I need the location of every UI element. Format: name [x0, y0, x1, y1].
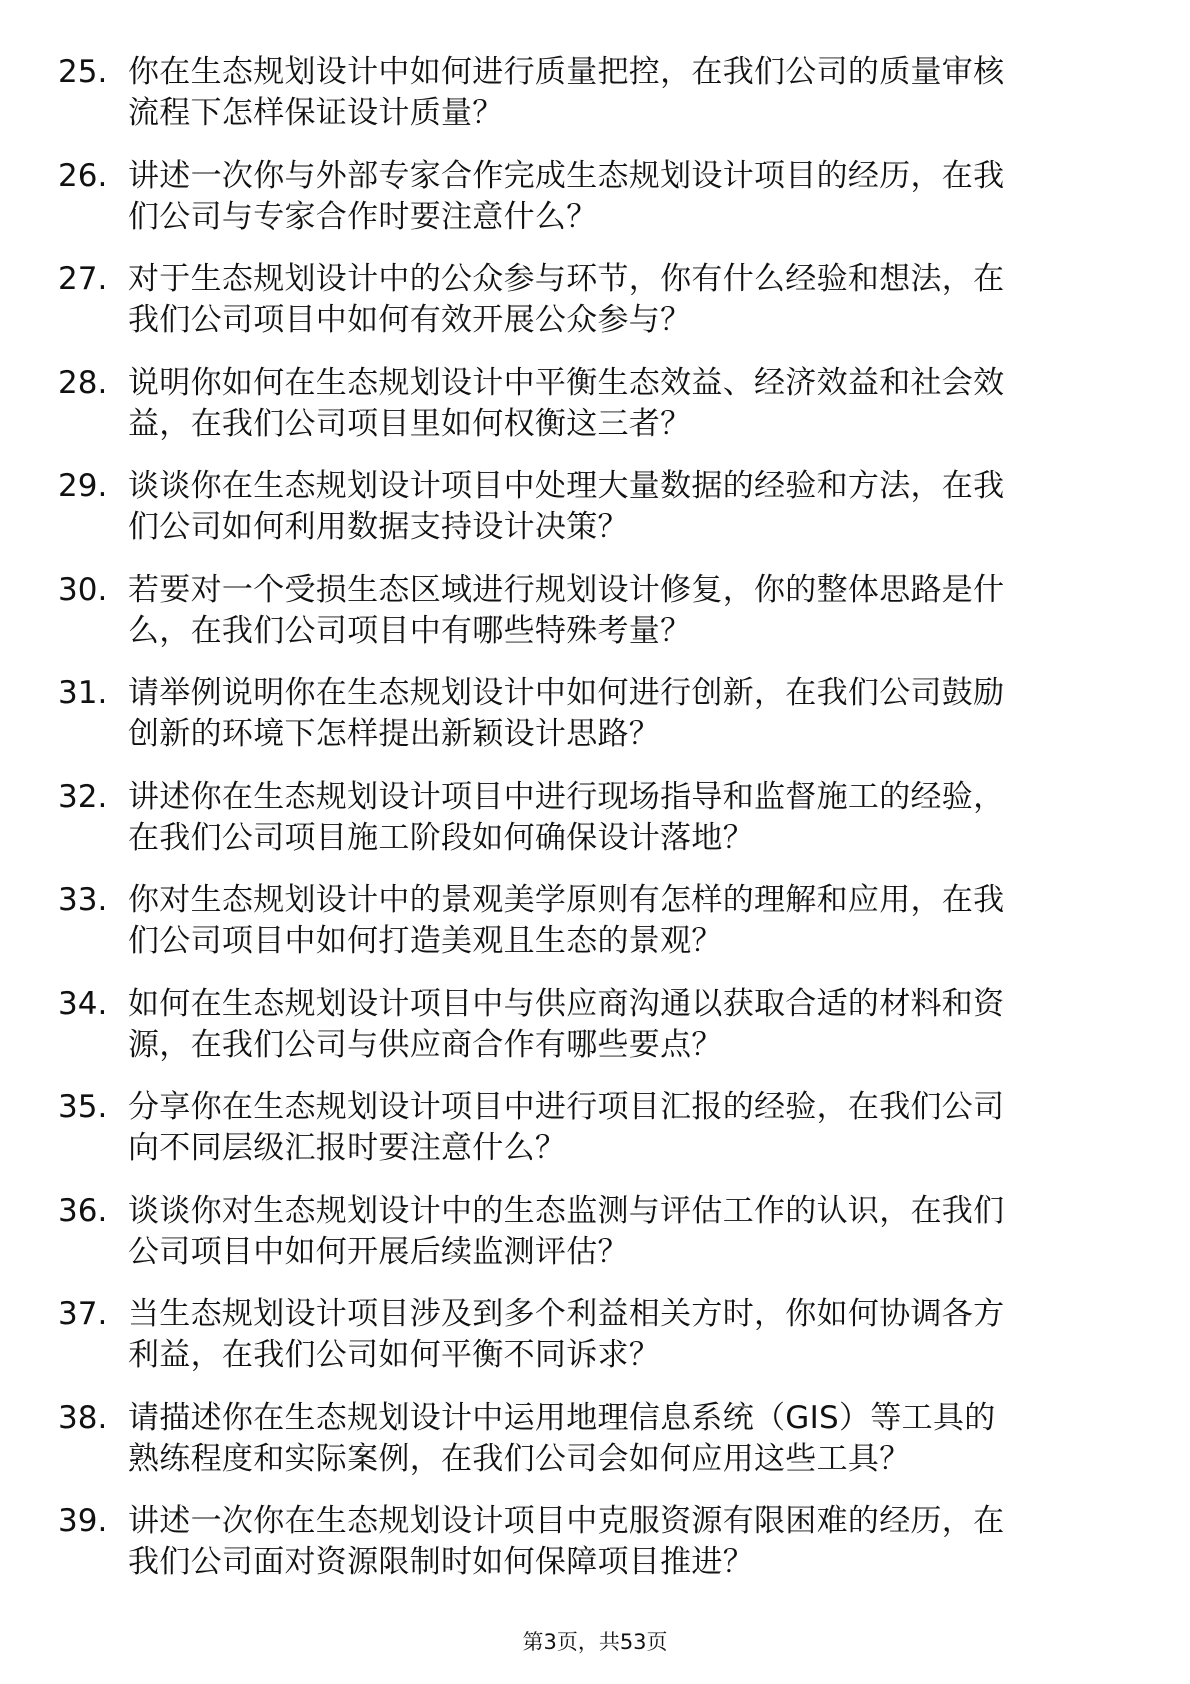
- question-text: 讲述你在生态规划设计项目中进行现场指导和监督施工的经验， 在我们公司项目施工阶段如何确保设计落地？: [128, 778, 1005, 856]
- question-text: 请举例说明你在生态规划设计中如何进行创新，在我们公司鼓励 创新的环境下怎样提出新颖设计思路？: [128, 675, 1005, 752]
- question-text: 讲述一次你在生态规划设计项目中克服资源有限困难的经历，在 我们公司面对资源限制时如何保障项目推进？: [128, 1503, 1005, 1580]
- question-text: 讲述一次你与外部专家合作完成生态规划设计项目的经历，在我 们公司与专家合作时要注意什么？: [128, 157, 1005, 235]
- question-number: 32.: [58, 778, 108, 815]
- question-item: [0, 1501, 1190, 1605]
- question-number: 30.: [58, 571, 108, 608]
- question-number: 27.: [58, 261, 108, 297]
- question-text: 你在生态规划设计中如何进行质量把控，在我们公司的质量审核 流程下怎样保证设计质量？: [128, 54, 1005, 131]
- question-text: 谈谈你对生态规划设计中的生态监测与评估工作的认识，在我们 公司项目中如何开展后续监测评估？: [128, 1192, 1005, 1270]
- question-text: 说明你如何在生态规划设计中平衡生态效益、经济效益和社会效 益，在我们公司项目里如何权衡这三者？: [128, 364, 1005, 442]
- question-number: 33.: [58, 882, 108, 918]
- question-number: 28.: [58, 364, 108, 401]
- question-item: [0, 156, 1190, 260]
- question-list: [0, 52, 1190, 1605]
- question-item: [0, 880, 1190, 984]
- question-item: [0, 1191, 1190, 1295]
- question-item: [0, 52, 1190, 156]
- question-item: [0, 259, 1190, 363]
- question-item: [0, 570, 1190, 674]
- question-text: 你对生态规划设计中的景观美学原则有怎样的理解和应用，在我 们公司项目中如何打造美观且生态的景观？: [128, 882, 1005, 959]
- question-text: 对于生态规划设计中的公众参与环节，你有什么经验和想法，在 我们公司项目中如何有效开展公众参与？: [128, 261, 1005, 338]
- question-number: 37.: [58, 1296, 108, 1332]
- question-item: [0, 466, 1190, 570]
- question-text: 分享你在生态规划设计项目中进行项目汇报的经验，在我们公司 向不同层级汇报时要注意什么？: [128, 1089, 1005, 1166]
- question-number: 38.: [58, 1399, 108, 1436]
- question-item: [0, 984, 1190, 1088]
- question-item: [0, 363, 1190, 467]
- question-text: 当生态规划设计项目涉及到多个利益相关方时，你如何协调各方 利益，在我们公司如何平衡不同诉求？: [128, 1296, 1005, 1373]
- question-number: 35.: [58, 1089, 108, 1125]
- page-number-footer: 第3页，共53页: [522, 1630, 668, 1654]
- question-text: 请描述你在生态规划设计中运用地理信息系统（GIS）等工具的 熟练程度和实际案例，在我们公司会如何应用这些工具？: [128, 1399, 996, 1477]
- question-number: 34.: [58, 985, 108, 1022]
- question-item: [0, 1294, 1190, 1398]
- question-item: [0, 673, 1190, 777]
- question-item: [0, 1087, 1190, 1191]
- question-item: [0, 1398, 1190, 1502]
- question-item: [0, 777, 1190, 881]
- question-number: 31.: [58, 675, 108, 711]
- question-number: 25.: [58, 54, 108, 90]
- question-number: 29.: [58, 468, 108, 504]
- question-number: 26.: [58, 157, 108, 194]
- question-text: 如何在生态规划设计项目中与供应商沟通以获取合适的材料和资 源，在我们公司与供应商合作有哪些要点？: [128, 985, 1005, 1063]
- question-text: 若要对一个受损生态区域进行规划设计修复，你的整体思路是什 么，在我们公司项目中有哪些特殊考量？: [128, 571, 1005, 649]
- question-text: 谈谈你在生态规划设计项目中处理大量数据的经验和方法，在我 们公司如何利用数据支持设计决策？: [128, 468, 1005, 545]
- question-number: 36.: [58, 1192, 108, 1229]
- question-number: 39.: [58, 1503, 108, 1539]
